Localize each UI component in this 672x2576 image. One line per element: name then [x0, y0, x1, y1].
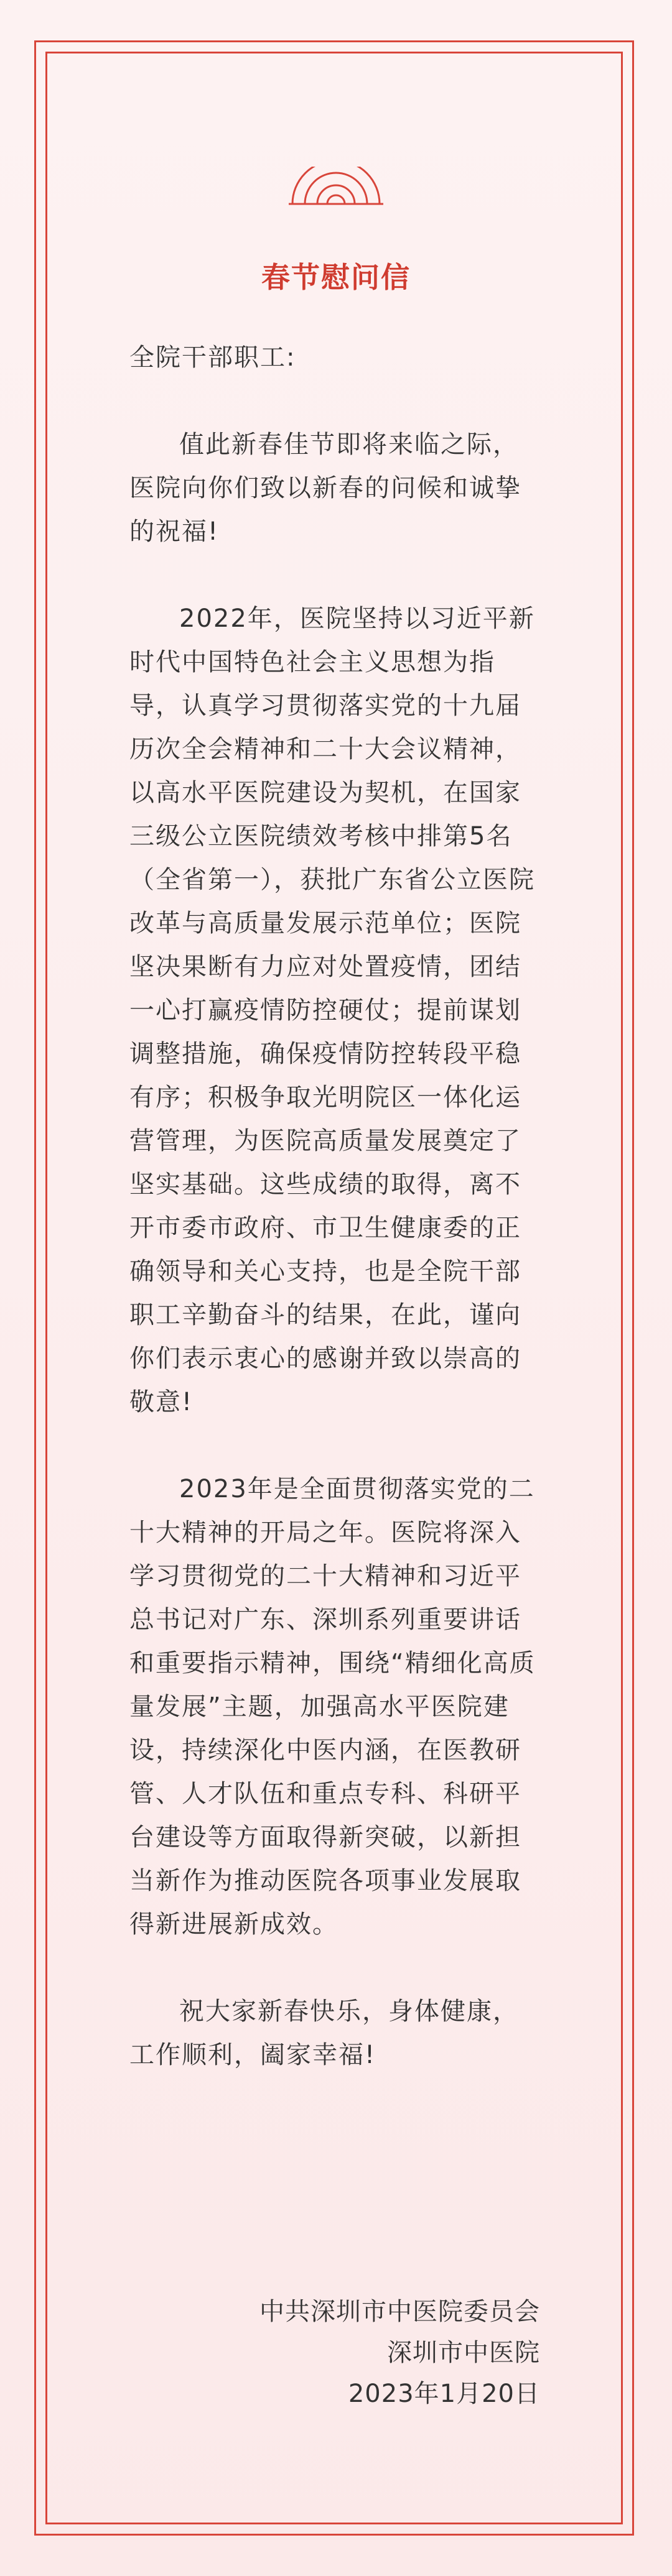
- signature-hospital: 深圳市中医院: [387, 2338, 540, 2367]
- signature-org: 中共深圳市中医院委员会: [259, 2297, 540, 2326]
- salutation: 全院干部职工:: [129, 343, 296, 372]
- paragraph-greeting: 值此新春佳节即将来临之际，医院向你们致以新春的问候和诚挚的祝福!: [129, 430, 521, 546]
- signature-date: 2023年1月20日: [348, 2380, 540, 2408]
- paragraph-2022-review: 2022年，医院坚持以习近平新时代中国特色社会主义思想为指导，认真学习贯彻落实党的十九届历次全会精神和二十大会议精神，以高水平医院建设为契机，在国家三级公立医院绩效考核中排第5名（全省第一），获批广东省公立医院改革与高质量发展示范单位；医院坚决果断有力应对处置疫情，团结一心打赢疫情防控硬仗；提前谋划调整措施，确保疫情防控转段平稳有序；积极争取光明院区一体化运营管理，为医院高质量发展奠定了坚实基础。这些成绩的取得，离不开市委市政府、市卫生健康委的正确领导和关心支持，也是全院干部职工辛勤奋斗的结果，在此，谨向你们表示衷心的感谢并致以崇高的敬意!: [129, 604, 535, 1416]
- letter-title: 春节慰问信: [261, 261, 411, 294]
- signature-block: [259, 2291, 540, 2414]
- paragraph-2023-outlook: 2023年是全面贯彻落实党的二十大精神的开局之年。医院将深入学习贯彻党的二十大精神和习近平总书记对广东、深圳系列重要讲话和重要指示精神，围绕“精细化高质量发展”主题，加强高水平医院建设，持续深化中医内涵，在医教研管、人才队伍和重点专科、科研平台建设等方面取得新突破，以新担当新作为推动医院各项事业发展取得新进展新成效。: [129, 1475, 536, 1939]
- auspicious-cloud-icon: [287, 167, 385, 206]
- paragraph-wishes: 祝大家新春快乐，身体健康，工作顺利，阖家幸福!: [129, 1997, 519, 2069]
- letter-body: [129, 336, 544, 2120]
